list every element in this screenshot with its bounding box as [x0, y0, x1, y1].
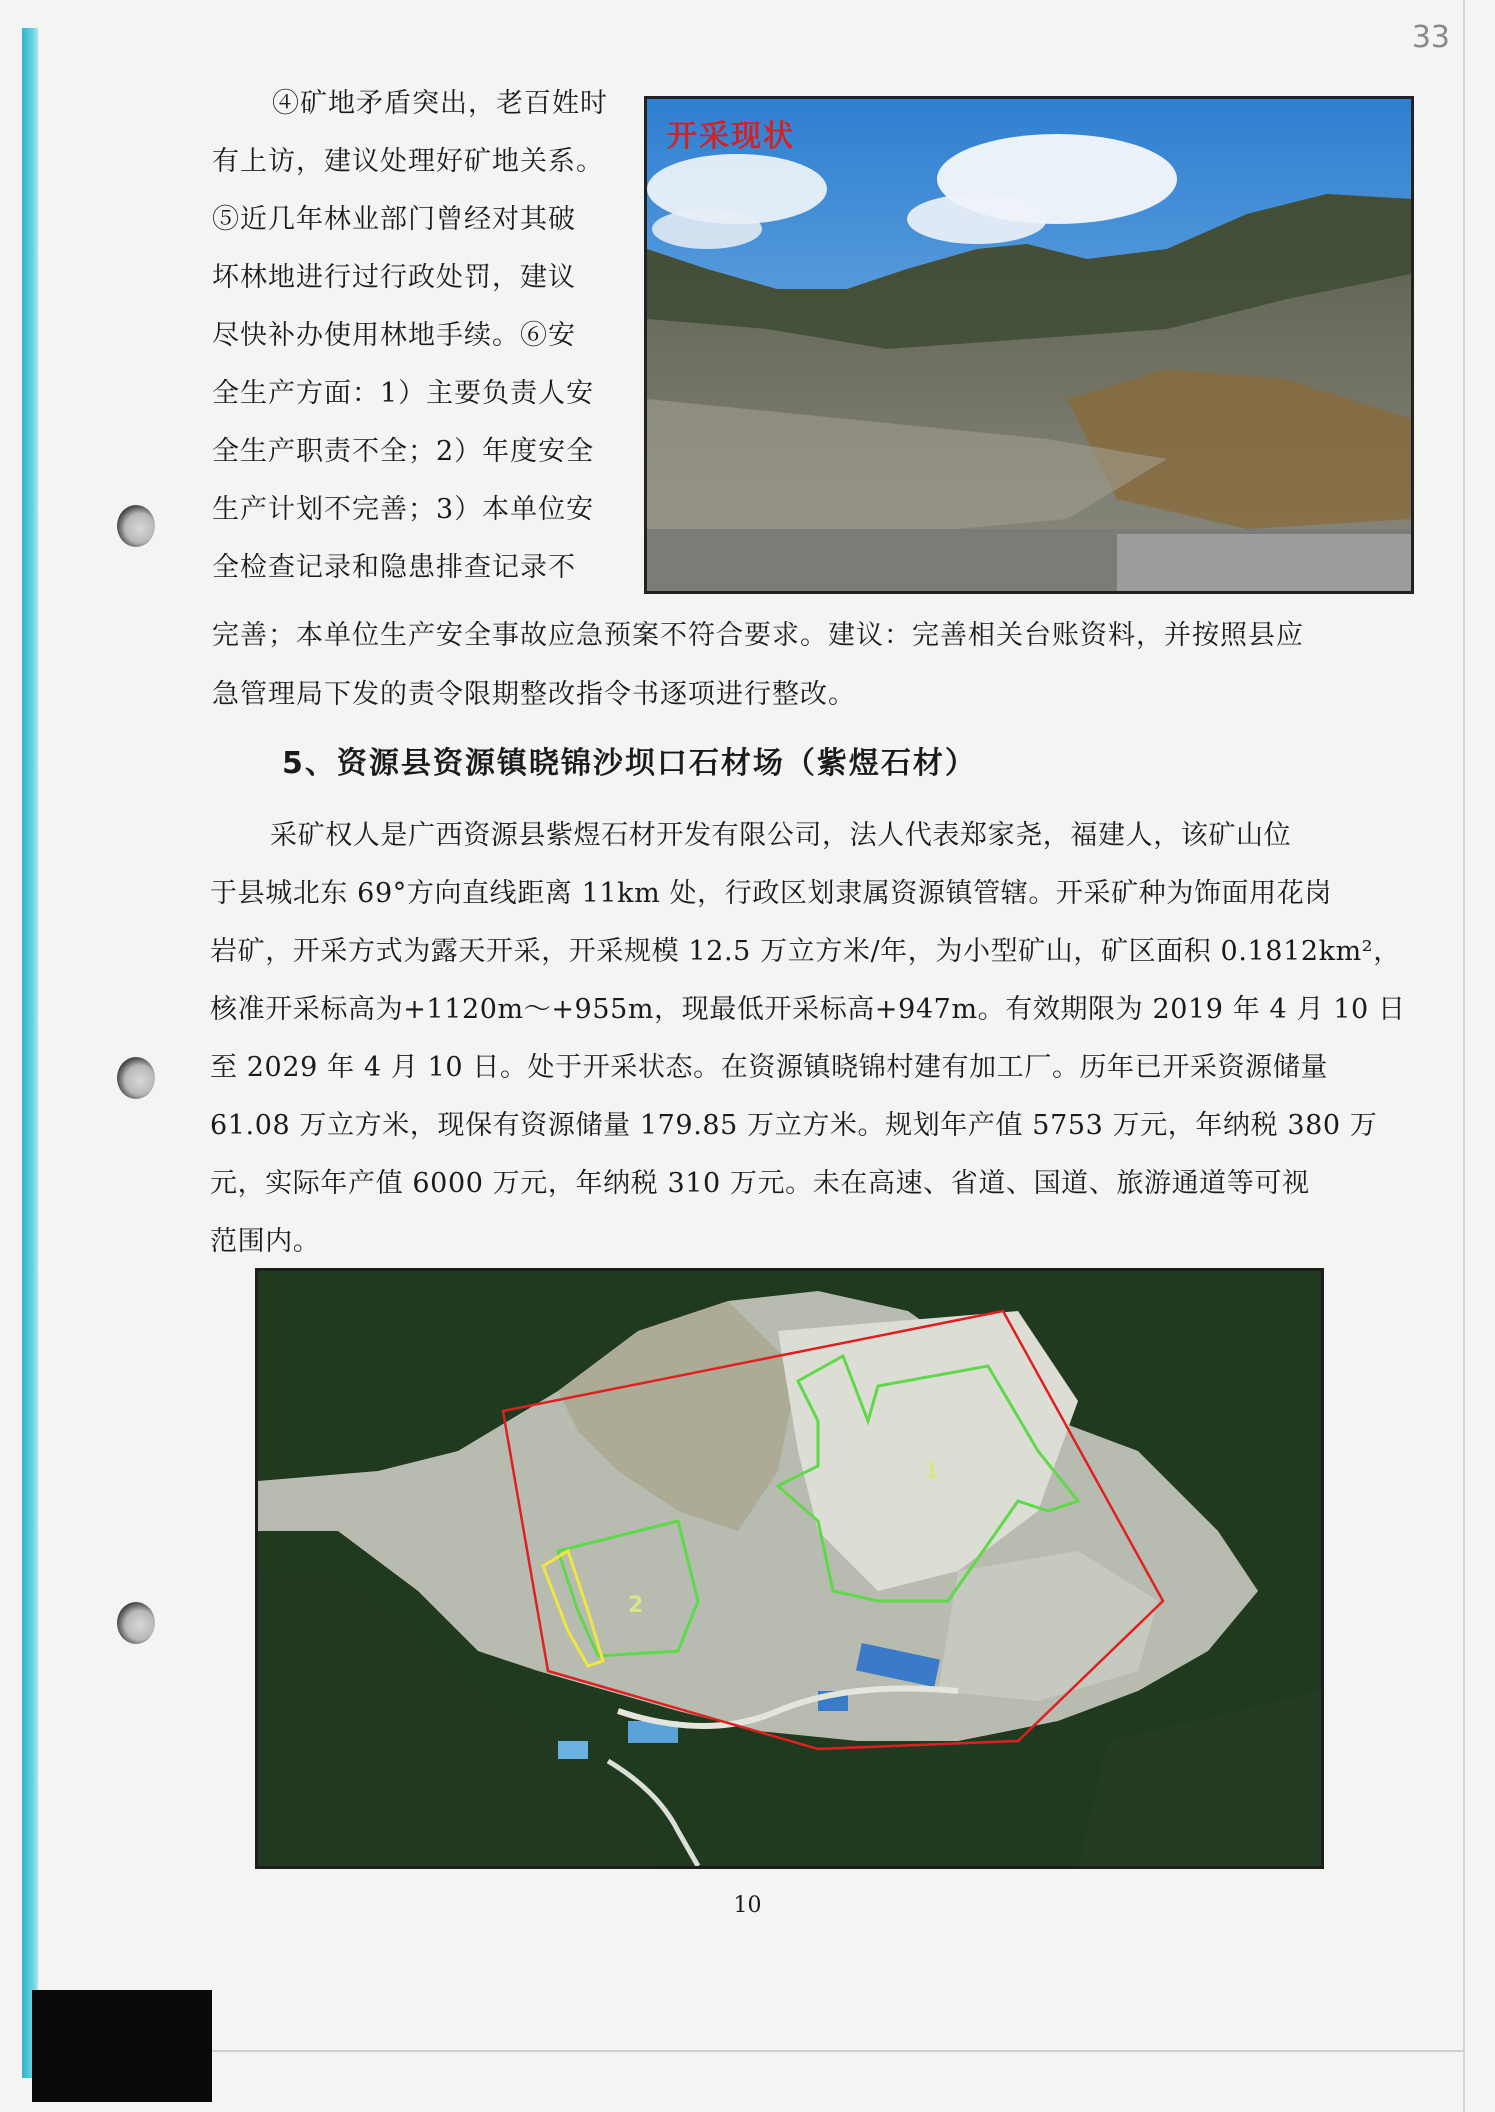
page-edge-bottom: [210, 2050, 1465, 2052]
zone-label: 2: [628, 1593, 644, 1618]
text-line: 61.08 万立方米，现保有资源储量 179.85 万立方米。规划年产值 5753 万元，年纳税 380 万: [210, 1110, 1378, 1141]
section5-paragraph: [210, 807, 1406, 1271]
text-line: 全生产职责不全；2）年度安全: [212, 436, 595, 467]
text-line: 有上访，建议处理好矿地关系。: [212, 146, 604, 177]
text-line: 全检查记录和隐患排查记录不: [212, 552, 576, 583]
text-line: ⑤近几年林业部门曾经对其破: [212, 204, 576, 235]
scan-black-block: [32, 1990, 212, 2102]
binding-strip: [22, 28, 38, 2078]
text-line: 急管理局下发的责令限期整改指令书逐项进行整改。: [212, 679, 856, 710]
quarry-slope-image: [647, 99, 1411, 591]
text-line: 至 2029 年 4 月 10 日。处于开采状态。在资源镇晓锦村建有加工厂。历年已开采资源储量: [210, 1052, 1328, 1083]
text-line: 完善；本单位生产安全事故应急预案不符合要求。建议：完善相关台账资料，并按照县应: [212, 620, 1304, 651]
mining-status-photo: [644, 96, 1414, 594]
satellite-map-image: [258, 1271, 1321, 1866]
text-line: 岩矿，开采方式为露天开采，开采规模 12.5 万立方米/年，为小型矿山，矿区面积 0.1812km²，: [210, 936, 1401, 967]
text-line: 范围内。: [210, 1226, 321, 1257]
satellite-map: [255, 1268, 1324, 1869]
text-line: 核准开采标高为+1120m～+955m，现最低开采标高+947m。有效期限为 2019 年 4 月 10 日: [210, 994, 1406, 1025]
text-line: 采矿权人是广西资源县紫煜石材开发有限公司，法人代表郑家尧，福建人，该矿山位: [270, 820, 1292, 851]
punch-hole: [117, 505, 155, 547]
page-edge: [1463, 0, 1465, 2112]
section4-narrow-text: [212, 75, 622, 597]
section-heading: 5、资源县资源镇晓锦沙坝口石材场（紫煜石材）: [282, 746, 977, 781]
text-line: 元，实际年产值 6000 万元，年纳税 310 万元。未在高速、省道、国道、旅游通道等可视: [210, 1168, 1310, 1199]
text-line: 尽快补办使用林地手续。⑥安: [212, 320, 576, 351]
punch-hole: [117, 1057, 155, 1099]
photo-label: 开采现状: [667, 119, 795, 154]
text-line: 生产计划不完善；3）本单位安: [212, 494, 595, 525]
punch-hole: [117, 1602, 155, 1644]
zone-label: 1: [924, 1459, 940, 1484]
page-number: 10: [733, 1893, 762, 1918]
text-line: 坏林地进行过行政处罚，建议: [212, 262, 576, 293]
text-line: ④矿地矛盾突出，老百姓时: [272, 88, 608, 119]
text-line: 全生产方面：1）主要负责人安: [212, 378, 595, 409]
corner-mark: 33: [1411, 20, 1450, 55]
text-line: 于县城北东 69°方向直线距离 11km 处，行政区划隶属资源镇管辖。开采矿种为饰面用花岗: [210, 878, 1332, 909]
